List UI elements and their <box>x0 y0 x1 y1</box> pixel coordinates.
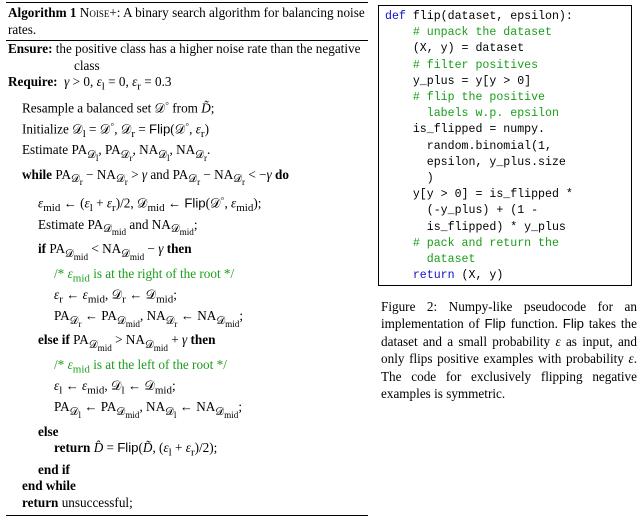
code-line: epsilon, y_plus.size <box>385 155 566 169</box>
code-line: # filter positives <box>385 58 539 72</box>
code-line: dataset <box>385 253 476 267</box>
algo-line-3: Estimate $PA_{𝒟_l}$, $PA_{𝒟_r}$, $NA_{𝒟_l}$, $NA_{𝒟_r}$. <box>22 142 211 164</box>
code-line: # pack and return the <box>385 236 559 250</box>
algo-line-return-flip: return D̂ = Flip(D̃, $(\varepsilon_l + \varepsilon_r)/2$); <box>54 440 218 459</box>
algo-line-while: while $PA_{𝒟_r} - NA_{𝒟_r} > \gamma$ and $PA_{𝒟_r} - NA_{𝒟_r} < -\gamma$ do <box>22 166 289 188</box>
algorithm-label: Algorithm 1 <box>8 5 77 20</box>
code-line: y_plus = y[y > 0] <box>385 74 532 88</box>
algo-line-2: Initialize 𝒟$_l$ = 𝒟◦, 𝒟$_r$ = Flip(𝒟◦, $\varepsilon_r$) <box>22 118 209 140</box>
figure-label: Figure 2: <box>381 299 438 314</box>
code-listing <box>385 9 573 284</box>
algo-line-else: else <box>38 423 59 439</box>
algorithm-name: Noise+ <box>79 5 117 20</box>
algo-line-1: Resample a balanced set 𝒟◦ from D̃; <box>22 97 215 115</box>
code-line: return (X, y) <box>412 269 504 283</box>
algo-line-6: Estimate $PA_{𝒟_{mid}}$ and $NA_{𝒟_{mid}}$; <box>38 216 198 238</box>
algo-line-endwhile: end while <box>22 478 76 494</box>
code-line: (-y_plus) + (1 - <box>385 204 539 218</box>
code-line: # unpack the dataset <box>385 26 552 40</box>
algo-line-9: $\varepsilon_r$ ← $\varepsilon_{mid}$, 𝒟$_r$ ← 𝒟$_{mid}$; <box>54 286 177 306</box>
code-line: ) <box>385 172 434 186</box>
code-line: y[y > 0] = is_flipped * <box>385 188 573 202</box>
algorithm-title: : A binary search algorithm for balancing noise rates. <box>8 5 365 37</box>
code-line: is_flipped) * y_plus <box>385 220 566 234</box>
algorithm-block <box>6 2 368 516</box>
algo-line-10: $PA_{𝒟_r}$ ← $PA_{𝒟_{mid}}$, $NA_{𝒟_r}$ ← $NA_{𝒟_{mid}}$; <box>54 308 244 329</box>
ensure-line <box>6 41 368 74</box>
require-line: Require: γ > 0, $\varepsilon_l = 0$, $\varepsilon_r = 0.3$ <box>8 74 172 94</box>
algo-comment-right: /* $\varepsilon_{mid}$ is at the right of the root */ <box>54 265 235 285</box>
code-line: labels w.p. epsilon <box>385 107 559 121</box>
code-line: random.binomial(1, <box>385 139 552 153</box>
code-listing-box <box>378 5 632 286</box>
ensure-keyword: Ensure: <box>8 41 53 57</box>
algo-line-14: $PA_{𝒟_l}$ ← $PA_{𝒟_{mid}}$, $NA_{𝒟_l}$ ← $NA_{𝒟_{mid}}$; <box>54 399 242 421</box>
code-line: is_flipped = numpy. <box>385 123 546 137</box>
algo-line-elseif: else if $PA_{𝒟_{mid}} > NA_{𝒟_{mid}} + \gamma$ then <box>38 332 216 354</box>
ensure-text: the positive class has a higher noise rate than the negative class <box>55 41 361 73</box>
code-line: # flip the positive <box>385 91 546 105</box>
require-keyword: Require: <box>8 74 58 90</box>
figure-caption: Figure 2: Numpy-like pseudocode for an implementation of Flip function. Flip takes the dataset and a small probability ε as input, and only flips positive examples with probability ε. The code for exclusively flipping negative examples is symmetric. <box>381 299 637 402</box>
algorithm-caption <box>6 3 368 40</box>
algo-comment-left: /* $\varepsilon_{mid}$ is at the left of the root */ <box>54 356 227 376</box>
algo-line-endif: end if <box>38 461 70 477</box>
code-line: def flip(dataset, epsilon): <box>385 10 573 23</box>
algo-line-13: $\varepsilon_l$ ← $\varepsilon_{mid}$, 𝒟$_l$ ← 𝒟$_{mid}$; <box>54 378 176 397</box>
algo-line-5: $\varepsilon_{mid}$ ← $(\varepsilon_l + \varepsilon_r)/2$, 𝒟$_{mid}$ ← Flip(𝒟◦, $\varepsilon_{mid}$); <box>38 193 262 215</box>
algo-line-if: if $PA_{𝒟_{mid}} < NA_{𝒟_{mid}} - \gamma$ then <box>38 241 192 262</box>
algo-line-return-unsuccessful: return unsuccessful; <box>22 494 133 510</box>
code-line: (X, y) = dataset <box>385 42 525 56</box>
